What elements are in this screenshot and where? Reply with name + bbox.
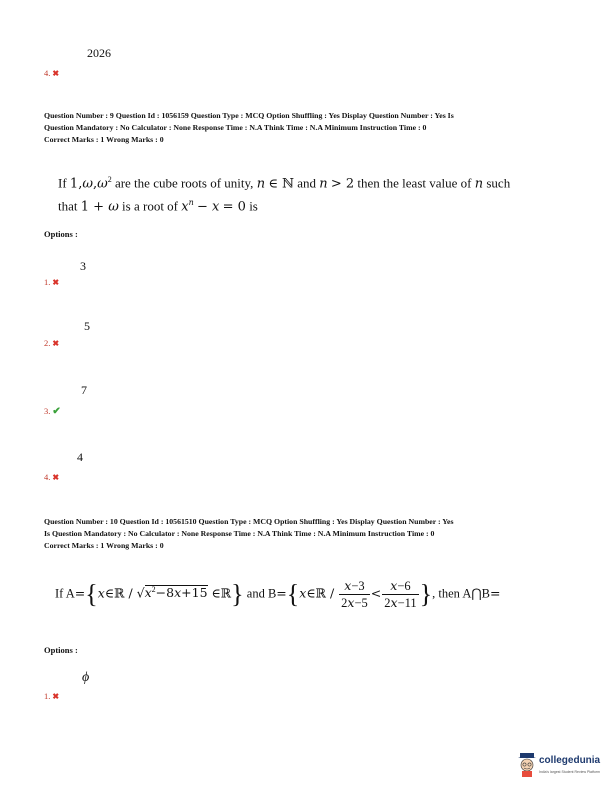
q10-option-1-value: ϕ — [82, 670, 90, 685]
wrong-mark-icon: ✖ — [52, 339, 60, 348]
q9-option-2-value: 5 — [84, 319, 90, 333]
q9-option-3-value: 7 — [81, 383, 87, 397]
q10-meta-line1: Question Number : 10 Question Id : 10561510 Question Type : MCQ Option Shuffling : Yes Display Question Number : Yes — [44, 517, 454, 526]
q9-option-4 — [44, 472, 59, 482]
prev-option-4 — [44, 68, 59, 78]
wrong-mark-icon: ✖ — [52, 692, 60, 701]
q9-question-text: If $1,\omega,\omega^2$ are the cube roots of unity, n ∈ ℕ and n > 2 then the least value of n such that 1 + ω is a root of $x^n - x = 0$ is — [58, 175, 511, 215]
q9-meta-line2: Question Mandatory : No Calculator : None Response Time : N.A Think Time : N.A Minimum Instruction Time : 0 — [44, 123, 427, 132]
correct-check-icon: ✔ — [52, 406, 61, 417]
q9-meta-line1: Question Number : 9 Question Id : 1056159 Question Type : MCQ Option Shuffling : Yes Display Question Number : Yes Is — [44, 111, 454, 120]
q10-marks: Correct Marks : 1 Wrong Marks : 0 — [44, 541, 164, 550]
q10-question-text: If A={x∈ℝ / $√x^2-8x+15$ ∈ℝ} and B={x∈ℝ / $\frac{x-3}{2x-5}$ < $\frac{x-6}{2x-11}$ }, then A⋂B= — [55, 578, 501, 610]
wrong-mark-icon: ✖ — [52, 278, 60, 287]
q10-option-1 — [44, 691, 59, 701]
option-label: 3. — [44, 406, 51, 416]
q9-options-label: Options : — [44, 229, 78, 239]
q10-meta-line2: Is Question Mandatory : No Calculator : None Response Time : N.A Think Time : N.A Minimum Instruction Time : 0 — [44, 529, 435, 538]
collegedunia-logo — [516, 752, 608, 782]
mascot-icon — [516, 752, 538, 778]
prev-option-4-value: 2026 — [87, 46, 111, 60]
q10-options-label: Options : — [44, 645, 78, 655]
wrong-mark-icon: ✖ — [52, 69, 60, 78]
wrong-mark-icon: ✖ — [52, 473, 60, 482]
q9-option-2 — [44, 338, 59, 348]
option-label: 1. — [44, 277, 51, 287]
q9-option-1 — [44, 277, 59, 287]
q9-marks: Correct Marks : 1 Wrong Marks : 0 — [44, 135, 164, 144]
option-label: 2. — [44, 338, 51, 348]
q9-option-1-value: 3 — [80, 259, 86, 273]
logo-tagline: India's largest Student Review Platform — [539, 770, 600, 774]
logo-name: collegedunia — [539, 755, 601, 766]
q10-meta — [44, 516, 584, 552]
q9-option-4-value: 4 — [77, 450, 83, 464]
option-label: 4. — [44, 472, 51, 482]
q9-meta — [44, 110, 584, 146]
option-label: 4. — [44, 68, 51, 78]
q9-option-3 — [44, 406, 61, 417]
option-label: 1. — [44, 691, 51, 701]
